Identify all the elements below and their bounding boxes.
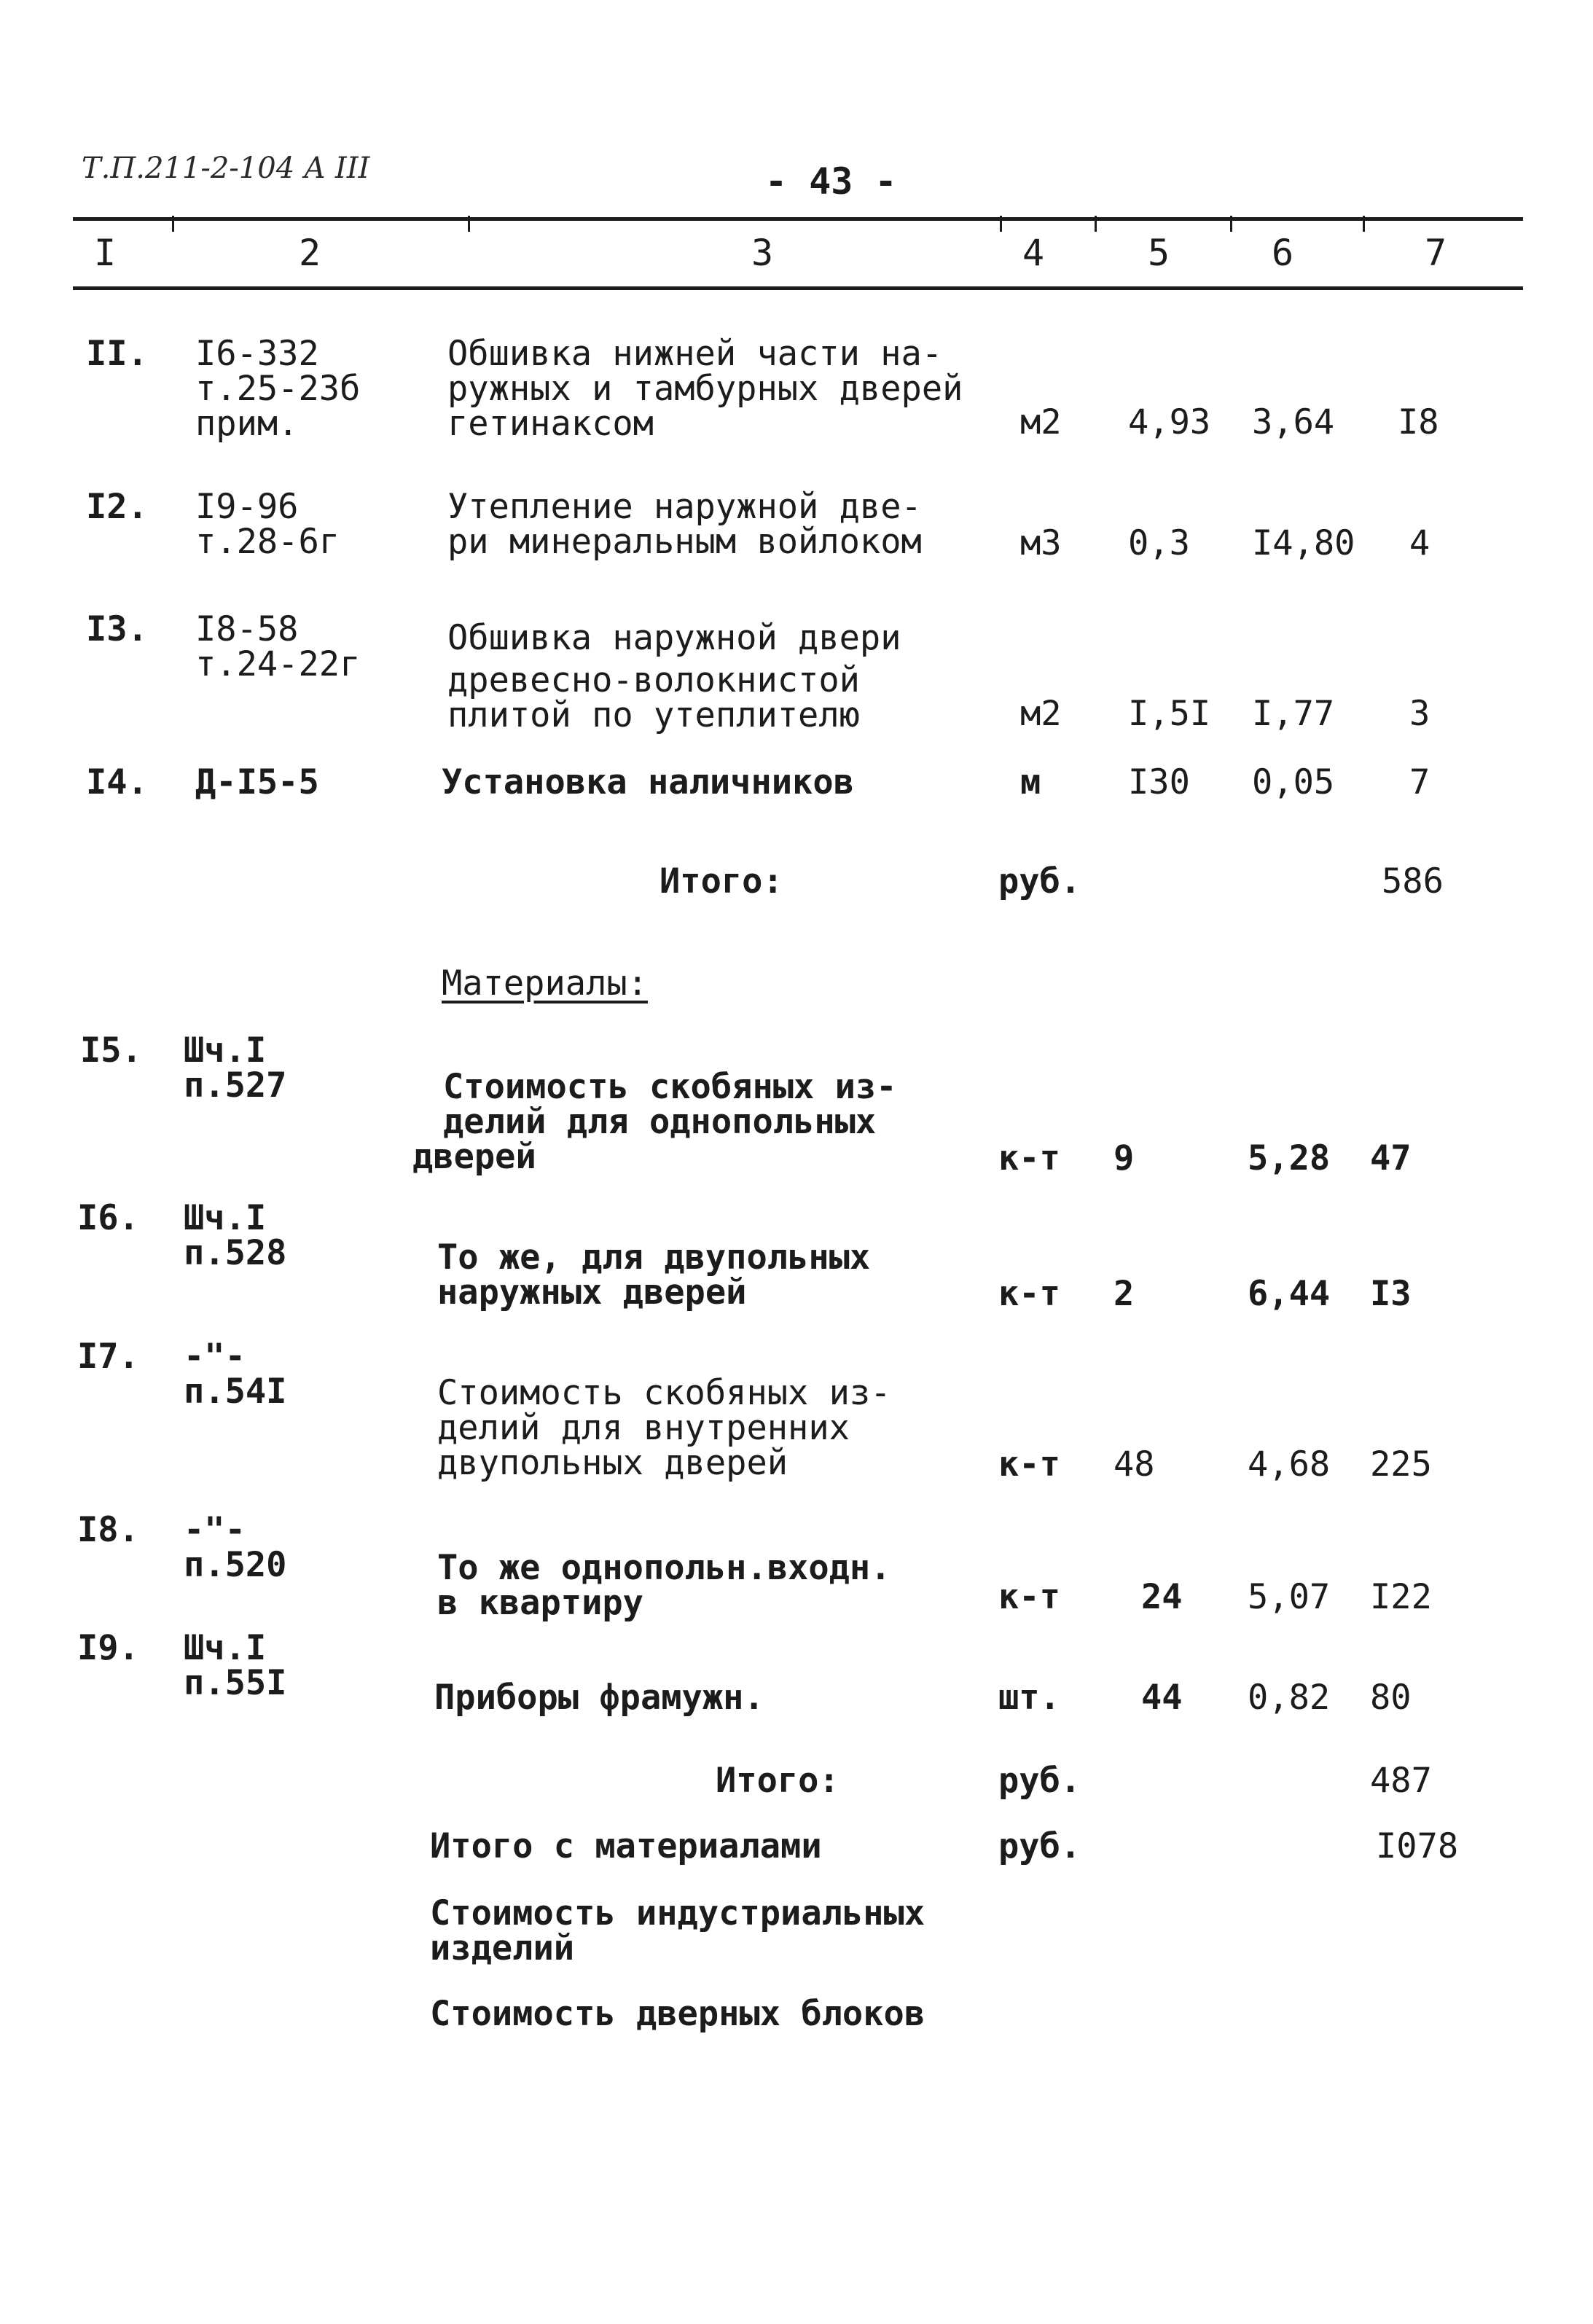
grand-total-label: Итого с материалами — [430, 1826, 822, 1866]
table-top-rule — [73, 217, 1523, 221]
norm-code: I8-58 — [195, 609, 299, 649]
row-number: II. — [86, 334, 148, 374]
grand-total-value: I078 — [1376, 1826, 1459, 1866]
norm-code: прим. — [195, 404, 299, 444]
column-divider — [1230, 216, 1232, 232]
work-description: ружных и тамбурных дверей — [447, 369, 963, 409]
work-description: делий для внутренних — [437, 1408, 850, 1448]
column-divider — [468, 216, 470, 232]
row-number: I9. — [77, 1628, 139, 1668]
unit-price: I,77 — [1252, 694, 1335, 734]
quantity: 0,3 — [1128, 523, 1190, 563]
unit: м — [1020, 762, 1041, 802]
norm-code: т.28-6г — [195, 522, 340, 562]
total-cost: 225 — [1370, 1444, 1432, 1484]
quantity: I,5I — [1128, 694, 1211, 734]
total-cost: I8 — [1398, 402, 1439, 442]
materials-heading: Материалы: — [442, 963, 648, 1003]
subtotal-unit: руб. — [998, 861, 1081, 901]
column-divider — [1000, 216, 1002, 232]
total-cost: I22 — [1370, 1577, 1432, 1617]
total-cost: 7 — [1409, 762, 1430, 802]
total-cost: 4 — [1409, 523, 1430, 563]
quantity: 44 — [1141, 1678, 1183, 1718]
norm-code: Шч.I — [184, 1030, 267, 1071]
industrial-items-cost-label: Стоимость индустриальных — [430, 1893, 925, 1933]
column-header-5: 5 — [1147, 232, 1170, 274]
norm-code: п.55I — [184, 1663, 287, 1703]
subtotal-value: 586 — [1382, 861, 1444, 901]
norm-code: п.527 — [184, 1065, 287, 1106]
norm-code: т.25-23б — [195, 369, 361, 409]
quantity: 4,93 — [1128, 402, 1211, 442]
work-description: в квартиру — [437, 1583, 643, 1623]
subtotal-label: Итого: — [716, 1761, 839, 1801]
subtotal-label: Итого: — [659, 861, 783, 901]
column-header-6: 6 — [1271, 232, 1294, 274]
document-code: Т.П.211-2-104 А III — [82, 152, 370, 185]
row-number: I2. — [86, 487, 148, 527]
norm-code: т.24-22г — [195, 644, 361, 684]
work-description: То же, для двупольных — [437, 1237, 871, 1278]
unit: к-т — [998, 1138, 1060, 1178]
subtotal-unit: руб. — [998, 1761, 1081, 1801]
unit-price: 0,05 — [1252, 762, 1335, 802]
row-number: I3. — [86, 609, 148, 649]
work-description: Стоимость скобяных из- — [443, 1067, 897, 1107]
row-number: I4. — [86, 762, 148, 802]
unit-price: 4,68 — [1248, 1444, 1331, 1484]
unit: м2 — [1020, 402, 1062, 442]
row-number: I8. — [77, 1510, 139, 1550]
subtotal-value: 487 — [1370, 1761, 1432, 1801]
quantity: 9 — [1113, 1138, 1135, 1178]
unit-price: 5,07 — [1248, 1577, 1331, 1617]
industrial-items-cost-label: изделий — [430, 1928, 575, 1968]
page-number: - 43 - — [765, 160, 897, 203]
work-description: плитой по утеплителю — [447, 695, 860, 735]
column-divider — [1363, 216, 1365, 232]
total-cost: 80 — [1370, 1678, 1412, 1718]
work-description: гетинаксом — [447, 404, 654, 444]
unit: к-т — [998, 1274, 1060, 1314]
unit: к-т — [998, 1444, 1060, 1484]
table-header-rule — [73, 286, 1523, 290]
work-description: наружных дверей — [437, 1272, 747, 1312]
total-cost: I3 — [1370, 1274, 1412, 1314]
work-description: Стоимость скобяных из- — [437, 1373, 891, 1413]
work-description: Утепление наружной две- — [447, 487, 922, 527]
work-description: Обшивка наружной двери — [447, 618, 901, 658]
quantity: 2 — [1113, 1274, 1135, 1314]
work-description: То же однопольн.входн. — [437, 1548, 891, 1588]
unit-price: 0,82 — [1248, 1678, 1331, 1718]
norm-code: Шч.I — [184, 1198, 267, 1238]
work-description: древесно-волокнистой — [447, 660, 860, 700]
column-header-2: 2 — [298, 232, 321, 274]
work-description: Обшивка нижней части на- — [447, 334, 943, 374]
work-description: делий для однопольных — [443, 1102, 877, 1142]
column-header-4: 4 — [1022, 232, 1045, 274]
unit-price: 6,44 — [1248, 1274, 1331, 1314]
norm-code: Шч.I — [184, 1628, 267, 1668]
unit: м3 — [1020, 523, 1062, 563]
norm-code: п.54I — [184, 1372, 287, 1412]
norm-code: Д-I5-5 — [195, 762, 319, 802]
norm-code: п.520 — [184, 1545, 287, 1585]
quantity: 48 — [1113, 1444, 1155, 1484]
work-description: дверей — [412, 1137, 536, 1177]
quantity: 24 — [1141, 1577, 1183, 1617]
unit: м2 — [1020, 694, 1062, 734]
column-divider — [1095, 216, 1097, 232]
work-description: Установка наличников — [442, 762, 854, 802]
norm-code: п.528 — [184, 1233, 287, 1273]
unit-price: I4,80 — [1252, 523, 1355, 563]
norm-code: I9-96 — [195, 487, 299, 527]
unit: к-т — [998, 1577, 1060, 1617]
grand-total-unit: руб. — [998, 1826, 1081, 1866]
door-blocks-cost-label: Стоимость дверных блоков — [430, 1994, 925, 2034]
norm-code: -"- — [184, 1510, 246, 1550]
norm-code: -"- — [184, 1337, 246, 1377]
unit: шт. — [998, 1678, 1060, 1718]
total-cost: 3 — [1409, 694, 1430, 734]
work-description: ри минеральным войлоком — [447, 522, 922, 562]
work-description: Приборы фрамужн. — [434, 1678, 764, 1718]
row-number: I6. — [77, 1198, 139, 1238]
work-description: двупольных дверей — [437, 1443, 788, 1483]
column-header-1: I — [93, 232, 117, 274]
row-number: I5. — [80, 1030, 142, 1071]
unit-price: 3,64 — [1252, 402, 1335, 442]
column-divider — [172, 216, 174, 232]
quantity: I30 — [1128, 762, 1190, 802]
row-number: I7. — [77, 1337, 139, 1377]
total-cost: 47 — [1370, 1138, 1412, 1178]
unit-price: 5,28 — [1248, 1138, 1331, 1178]
column-header-3: 3 — [751, 232, 774, 274]
column-header-7: 7 — [1424, 232, 1447, 274]
norm-code: I6-332 — [195, 334, 319, 374]
